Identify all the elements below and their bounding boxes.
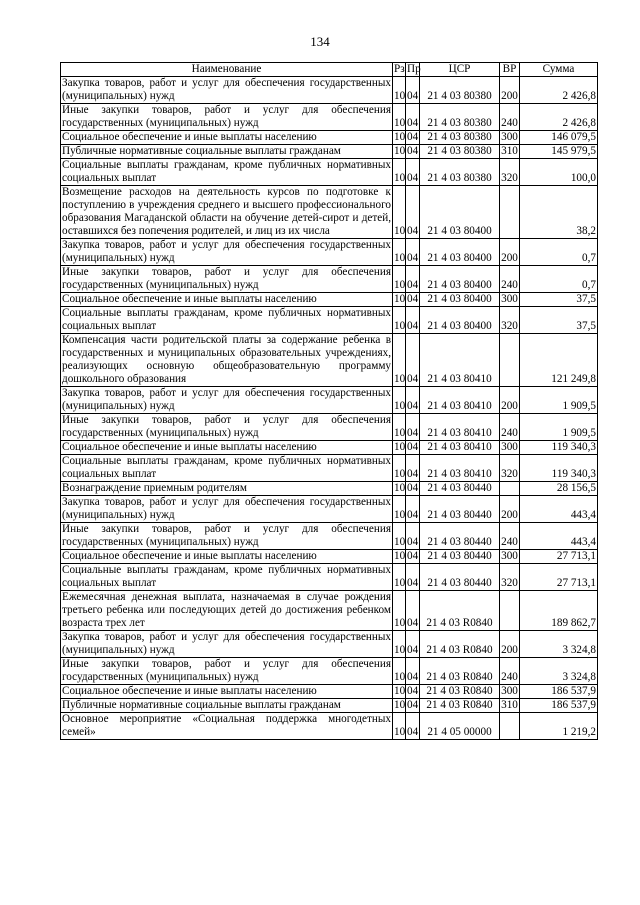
row-rz: 10 [394, 441, 406, 453]
header-csr: ЦСР [420, 63, 500, 77]
row-sum: 27 713,1 [520, 564, 598, 591]
row-vr: 200 [500, 496, 520, 523]
row-name: Закупка товаров, работ и услуг для обеспечения государственных (муниципальных) нужд [62, 387, 391, 412]
row-vr: 200 [500, 239, 520, 266]
row-name: Социальное обеспечение и иные выплаты населению [61, 441, 393, 455]
row-pr: 04 [406, 658, 420, 685]
row-csr: 21 4 03 80380 [420, 77, 500, 104]
row-sum: 119 340,3 [520, 441, 598, 455]
row-csr: 21 4 03 80440 [420, 564, 500, 591]
row-csr: 21 4 03 80400 [420, 307, 500, 334]
row-pr: 04 [406, 186, 420, 239]
row-name: Иные закупки товаров, работ и услуг для обеспечения государственных (муниципальных) нужд [62, 104, 391, 129]
row-sum: 1 219,2 [520, 713, 598, 740]
row-name: Социальные выплаты гражданам, кроме публичных нормативных социальных выплат [62, 159, 391, 184]
row-vr: 200 [500, 77, 520, 104]
row-sum: 0,7 [520, 239, 598, 266]
row-pr: 04 [406, 414, 420, 441]
table-row [61, 591, 598, 631]
row-pr: 04 [406, 523, 420, 550]
header-rz: Рз [394, 63, 405, 75]
row-sum: 3 324,8 [520, 631, 598, 658]
row-name: Социальное обеспечение и иные выплаты населению [61, 293, 393, 307]
table-header-row [61, 63, 598, 77]
header-name: Наименование [61, 63, 393, 77]
table-row [61, 414, 598, 441]
table-body [61, 77, 598, 740]
row-pr: 04 [407, 145, 419, 157]
row-sum: 443,4 [520, 496, 598, 523]
row-rz: 10 [393, 591, 406, 631]
row-sum: 37,5 [520, 307, 598, 334]
row-sum: 121 249,8 [520, 334, 598, 387]
row-name: Социальное обеспечение и иные выплаты населению [61, 131, 393, 145]
row-vr: 240 [500, 414, 520, 441]
row-rz: 10 [393, 186, 406, 239]
row-rz: 10 [393, 658, 406, 685]
row-vr: 320 [500, 455, 520, 482]
row-sum: 2 426,8 [520, 77, 598, 104]
row-csr: 21 4 03 80440 [420, 496, 500, 523]
table-row [61, 131, 598, 145]
row-rz: 10 [394, 131, 406, 143]
row-sum: 443,4 [520, 523, 598, 550]
table-row [61, 699, 598, 713]
row-name: Социальное обеспечение и иные выплаты населению [61, 550, 393, 564]
row-pr: 04 [406, 334, 420, 387]
row-csr: 21 4 05 00000 [420, 713, 500, 740]
table-row [61, 266, 598, 293]
row-sum: 2 426,8 [520, 104, 598, 131]
row-sum: 0,7 [520, 266, 598, 293]
row-rz: 10 [393, 239, 406, 266]
row-vr: 240 [500, 523, 520, 550]
table-row [61, 307, 598, 334]
row-pr: 04 [407, 482, 419, 494]
row-name: Социальное обеспечение и иные выплаты населению [61, 685, 393, 699]
row-rz: 10 [393, 414, 406, 441]
row-vr: 320 [500, 307, 520, 334]
table-row [61, 658, 598, 685]
row-name: Возмещение расходов на деятельность курсов по подготовке к поступлению в учреждения среднего и высшего профессионального образования Магаданской области на обучение детей-сирот и детей, оставшихся без попечения родителей, и лиц из их числа [62, 186, 391, 237]
table-row [61, 523, 598, 550]
row-pr: 04 [406, 713, 420, 740]
row-csr: 21 4 03 80410 [420, 334, 500, 387]
row-vr: 200 [500, 387, 520, 414]
row-csr: 21 4 03 80400 [420, 239, 500, 266]
row-csr: 21 4 03 R0840 [420, 685, 500, 699]
row-sum: 38,2 [520, 186, 598, 239]
row-vr [500, 591, 520, 631]
row-pr: 04 [407, 293, 419, 305]
row-csr: 21 4 03 80410 [420, 455, 500, 482]
row-name: Иные закупки товаров, работ и услуг для обеспечения государственных (муниципальных) нужд [62, 523, 391, 548]
row-vr: 300 [501, 131, 518, 143]
row-rz: 10 [393, 307, 406, 334]
row-vr [500, 186, 520, 239]
row-rz: 10 [393, 713, 406, 740]
row-name: Социальные выплаты гражданам, кроме публичных нормативных социальных выплат [62, 307, 391, 332]
row-rz: 10 [393, 266, 406, 293]
row-sum: 100,0 [520, 159, 598, 186]
row-name: Закупка товаров, работ и услуг для обеспечения государственных (муниципальных) нужд [62, 631, 391, 656]
row-rz: 10 [394, 145, 406, 157]
row-sum: 37,5 [520, 293, 598, 307]
row-rz: 10 [394, 699, 406, 711]
row-vr [500, 334, 520, 387]
table-row [61, 239, 598, 266]
row-sum: 145 979,5 [520, 145, 598, 159]
row-rz: 10 [394, 293, 406, 305]
row-sum: 189 862,7 [520, 591, 598, 631]
table-row [61, 186, 598, 239]
row-name: Закупка товаров, работ и услуг для обеспечения государственных (муниципальных) нужд [62, 496, 391, 521]
header-pr: Пр [407, 63, 421, 75]
budget-table [60, 62, 598, 740]
table-row [61, 482, 598, 496]
row-vr: 240 [500, 266, 520, 293]
row-vr: 300 [501, 550, 518, 562]
row-csr: 21 4 03 80380 [420, 104, 500, 131]
row-csr: 21 4 03 80380 [420, 131, 500, 145]
row-rz: 10 [393, 631, 406, 658]
row-rz: 10 [393, 496, 406, 523]
row-rz: 10 [393, 564, 406, 591]
row-vr: 240 [500, 104, 520, 131]
row-pr: 04 [406, 496, 420, 523]
row-pr: 04 [406, 77, 420, 104]
table-row [61, 293, 598, 307]
row-rz: 10 [393, 159, 406, 186]
row-pr: 04 [406, 266, 420, 293]
table-row [61, 685, 598, 699]
row-csr: 21 4 03 80400 [420, 186, 500, 239]
row-rz: 10 [394, 482, 406, 494]
row-vr: 200 [500, 631, 520, 658]
row-pr: 04 [406, 104, 420, 131]
row-csr: 21 4 03 R0840 [420, 658, 500, 685]
row-pr: 04 [406, 307, 420, 334]
row-rz: 10 [394, 550, 406, 562]
row-csr: 21 4 03 R0840 [420, 699, 500, 713]
row-pr: 04 [406, 239, 420, 266]
row-vr: 310 [501, 699, 518, 711]
table-row [61, 455, 598, 482]
row-name: Закупка товаров, работ и услуг для обеспечения государственных (муниципальных) нужд [62, 239, 391, 264]
row-sum: 186 537,9 [520, 699, 598, 713]
row-pr: 04 [407, 131, 419, 143]
row-pr: 04 [407, 685, 419, 697]
table-row [61, 387, 598, 414]
row-csr: 21 4 03 80440 [420, 523, 500, 550]
row-csr: 21 4 03 80400 [420, 293, 500, 307]
row-csr: 21 4 03 R0840 [420, 591, 500, 631]
row-name: Иные закупки товаров, работ и услуг для обеспечения государственных (муниципальных) нужд [62, 266, 391, 291]
row-rz: 10 [393, 455, 406, 482]
row-sum: 27 713,1 [520, 550, 598, 564]
table-row [61, 77, 598, 104]
row-sum: 119 340,3 [520, 455, 598, 482]
table-row [61, 631, 598, 658]
table-row [61, 496, 598, 523]
row-name: Публичные нормативные социальные выплаты гражданам [61, 699, 393, 713]
table-row [61, 159, 598, 186]
row-csr: 21 4 03 80400 [420, 266, 500, 293]
row-sum: 3 324,8 [520, 658, 598, 685]
table-row [61, 713, 598, 740]
row-vr: 320 [500, 564, 520, 591]
row-vr: 320 [500, 159, 520, 186]
row-name: Компенсация части родительской платы за содержание ребенка в государственных и муниципальных образовательных учреждениях, реализующих основную общеобразовательную программу дошкольного образования [62, 334, 391, 385]
row-rz: 10 [393, 334, 406, 387]
table-row [61, 334, 598, 387]
row-pr: 04 [406, 564, 420, 591]
row-vr: 300 [501, 441, 518, 453]
row-name: Закупка товаров, работ и услуг для обеспечения государственных (муниципальных) нужд [62, 77, 391, 102]
row-sum: 28 156,5 [520, 482, 598, 496]
row-csr: 21 4 03 80380 [420, 159, 500, 186]
row-csr: 21 4 03 80410 [420, 414, 500, 441]
header-sum: Сумма [520, 63, 598, 77]
row-csr: 21 4 03 R0840 [420, 631, 500, 658]
row-vr: 300 [501, 685, 518, 697]
row-pr: 04 [407, 550, 419, 562]
row-sum: 1 909,5 [520, 387, 598, 414]
row-name: Ежемесячная денежная выплата, назначаемая в случае рождения третьего ребенка или последующих детей до достижения ребенком возраста трех лет [62, 591, 391, 629]
row-vr: 300 [501, 293, 518, 305]
row-vr: 310 [501, 145, 518, 157]
row-rz: 10 [393, 387, 406, 414]
row-sum: 1 909,5 [520, 414, 598, 441]
table-row [61, 550, 598, 564]
row-vr [500, 713, 520, 740]
table-row [61, 564, 598, 591]
page-number: 134 [310, 34, 330, 49]
row-sum: 186 537,9 [520, 685, 598, 699]
table-row [61, 441, 598, 455]
row-vr: 240 [500, 658, 520, 685]
table-row [61, 104, 598, 131]
row-csr: 21 4 03 80380 [420, 145, 500, 159]
row-name: Социальные выплаты гражданам, кроме публичных нормативных социальных выплат [62, 564, 391, 589]
row-rz: 10 [393, 523, 406, 550]
row-csr: 21 4 03 80410 [420, 387, 500, 414]
row-csr: 21 4 03 80410 [420, 441, 500, 455]
row-pr: 04 [406, 159, 420, 186]
row-csr: 21 4 03 80440 [420, 482, 500, 496]
row-name: Вознаграждение приемным родителям [61, 482, 393, 496]
row-sum: 146 079,5 [520, 131, 598, 145]
row-name: Социальные выплаты гражданам, кроме публичных нормативных социальных выплат [62, 455, 391, 480]
table-row [61, 145, 598, 159]
row-name: Основное мероприятие «Социальная поддержка многодетных семей» [62, 713, 391, 738]
row-pr: 04 [407, 441, 419, 453]
row-pr: 04 [406, 631, 420, 658]
row-name: Иные закупки товаров, работ и услуг для обеспечения государственных (муниципальных) нужд [62, 658, 391, 683]
row-rz: 10 [393, 77, 406, 104]
row-rz: 10 [393, 104, 406, 131]
row-pr: 04 [406, 387, 420, 414]
row-vr [500, 482, 520, 496]
row-pr: 04 [406, 455, 420, 482]
header-vr: ВР [500, 63, 520, 77]
row-name: Публичные нормативные социальные выплаты гражданам [61, 145, 393, 159]
row-pr: 04 [406, 591, 420, 631]
row-rz: 10 [394, 685, 406, 697]
row-name: Иные закупки товаров, работ и услуг для обеспечения государственных (муниципальных) нужд [62, 414, 391, 439]
row-csr: 21 4 03 80440 [420, 550, 500, 564]
row-pr: 04 [407, 699, 419, 711]
